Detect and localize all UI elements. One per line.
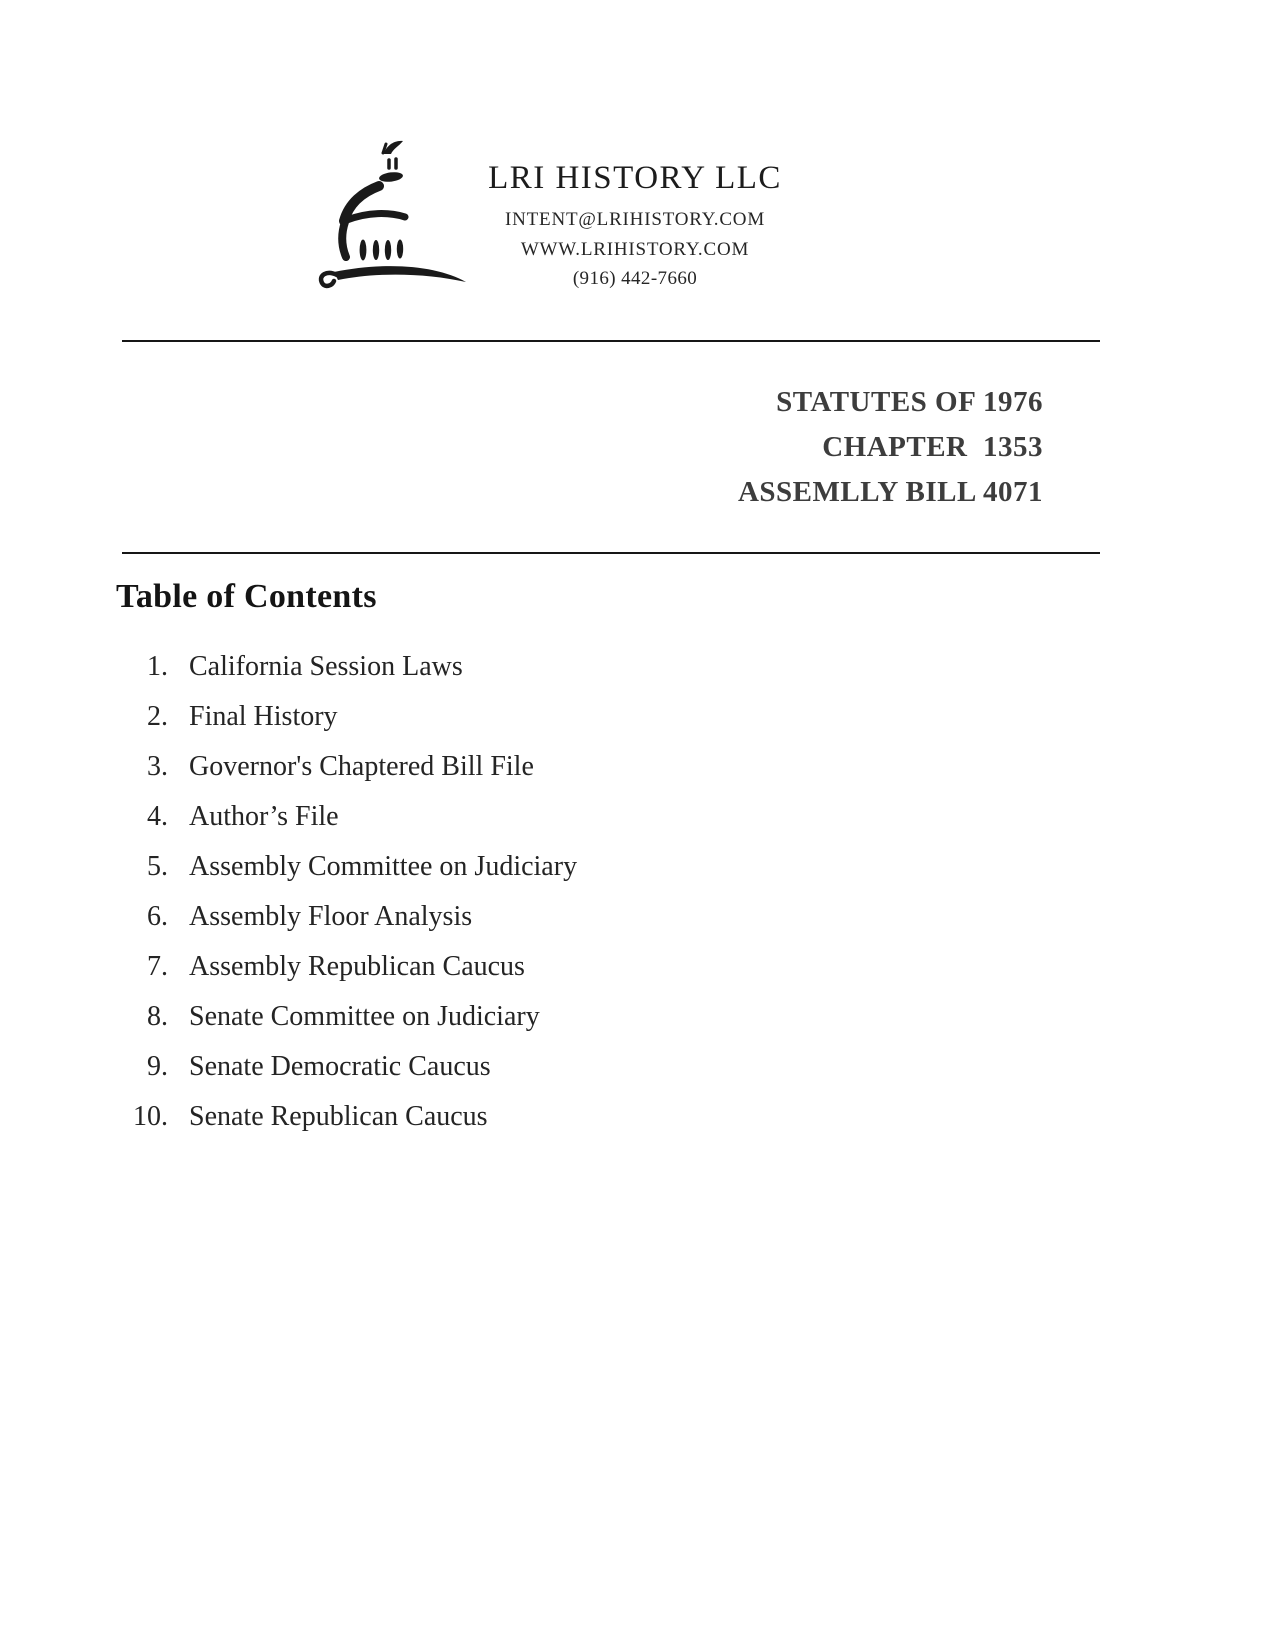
toc-item <box>0 952 900 982</box>
toc-item <box>0 752 900 782</box>
toc-item <box>0 1052 900 1082</box>
toc-item-label: Governor's Chaptered Bill File <box>189 751 534 782</box>
assembly-bill-line: ASSEMLLY BILL 4071 <box>737 476 1043 508</box>
toc-item-number: 5. <box>147 851 168 882</box>
toc-item-number: 8. <box>147 1001 168 1032</box>
divider-top <box>122 340 1100 342</box>
toc-item-number: 10. <box>133 1101 168 1132</box>
toc-item <box>0 702 900 732</box>
toc-item <box>0 1102 900 1132</box>
toc-item <box>0 802 900 832</box>
chapter-line: CHAPTER 1353 <box>822 431 1043 463</box>
toc-item-number: 9. <box>147 1051 168 1082</box>
toc-list <box>0 652 900 1152</box>
org-phone: (916) 442-7660 <box>572 268 698 289</box>
toc-item-label: Author’s File <box>189 801 339 832</box>
divider-bottom <box>122 552 1100 554</box>
toc-item-label: Final History <box>189 701 338 732</box>
toc-item-label: Assembly Republican Caucus <box>189 951 525 982</box>
toc-item-label: Senate Republican Caucus <box>189 1101 488 1132</box>
toc-heading: Table of Contents <box>116 578 377 615</box>
statutes-year-line: STATUTES OF 1976 <box>776 386 1043 418</box>
toc-item-label: Assembly Floor Analysis <box>189 901 473 932</box>
toc-item-label: Senate Democratic Caucus <box>189 1051 491 1082</box>
toc-item-number: 7. <box>147 951 168 982</box>
toc-item-label: Senate Committee on Judiciary <box>189 1001 540 1032</box>
toc-item-label: Assembly Committee on Judiciary <box>189 851 578 882</box>
toc-item-number: 4. <box>147 801 168 832</box>
toc-item-number: 6. <box>147 901 168 932</box>
org-email: INTENT@LRIHISTORY.COM <box>504 209 766 230</box>
toc-item <box>0 852 900 882</box>
org-website: WWW.LRIHISTORY.COM <box>520 239 750 260</box>
toc-item-number: 2. <box>147 701 168 732</box>
toc-item-number: 3. <box>147 751 168 782</box>
toc-item <box>0 652 900 682</box>
org-name: LRI HISTORY LLC <box>488 160 782 196</box>
toc-item-number: 1. <box>147 651 168 682</box>
toc-item-label: California Session Laws <box>189 651 463 682</box>
statute-title-block <box>738 380 1043 515</box>
toc-item <box>0 902 900 932</box>
toc-item <box>0 1002 900 1032</box>
